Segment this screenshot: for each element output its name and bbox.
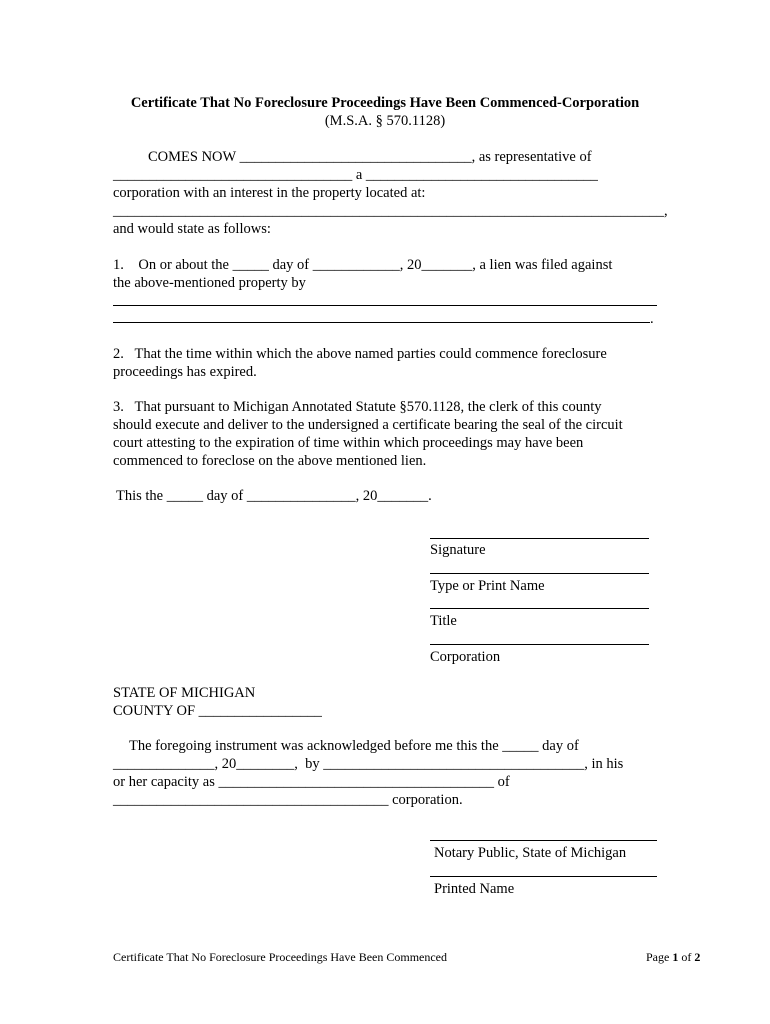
property-location-line: ____________________________________________________________________________, — [113, 203, 668, 219]
footer-page-number — [646, 948, 700, 966]
print-name-rule — [430, 573, 649, 574]
total-pages: 2 — [694, 950, 701, 964]
current-page: 1 — [672, 950, 679, 964]
item-3-line-3: court attesting to the expiration of time within which proceedings may have been — [113, 435, 584, 451]
lien-filer-rule-1 — [113, 305, 657, 306]
comes-now-line: COMES NOW ________________________________, as representative of — [148, 149, 592, 165]
notary-label: Notary Public, State of Michigan — [434, 845, 627, 861]
acknowledgment-line-4: ______________________________________ corporation. — [113, 792, 463, 808]
state-heading: STATE OF MICHIGAN — [113, 685, 256, 701]
representative-line: _________________________________ a ________________________________ — [113, 167, 598, 183]
printed-name-rule — [430, 876, 657, 877]
corporation-label: Corporation — [430, 649, 501, 665]
title-rule — [430, 608, 649, 609]
item-3-line-2: should execute and deliver to the undersigned a certificate bearing the seal of the circuit — [113, 417, 623, 433]
item-1-line-2: the above-mentioned property by — [113, 275, 306, 291]
county-line: COUNTY OF _________________ — [113, 703, 322, 719]
item-2-line-1: 2. That the time within which the above named parties could commence foreclosure — [113, 346, 607, 362]
item-3-line-1: 3. That pursuant to Michigan Annotated Statute §570.1128, the clerk of this county — [113, 399, 602, 415]
item-1-line-1: 1. On or about the _____ day of ____________, 20_______, a lien was filed against — [113, 257, 613, 273]
lien-filer-rule-2 — [113, 322, 650, 323]
document-title: Certificate That No Foreclosure Proceedings Have Been Commenced-Corporation — [130, 95, 640, 111]
acknowledgment-line-2: ______________, 20________, by ____________________________________, in his — [113, 756, 624, 772]
item-2-line-2: proceedings has expired. — [113, 364, 257, 380]
item-3-line-4: commenced to foreclose on the above mentioned lien. — [113, 453, 427, 469]
print-name-label: Type or Print Name — [430, 578, 545, 594]
corporation-rule — [430, 644, 649, 645]
signature-label: Signature — [430, 542, 486, 558]
page-prefix: Page — [646, 950, 673, 964]
footer-document-title: Certificate That No Foreclosure Proceedings Have Been Commenced — [113, 950, 448, 964]
acknowledgment-line-3: or her capacity as ______________________________________ of — [113, 774, 510, 790]
notary-rule — [430, 840, 657, 841]
printed-name-label: Printed Name — [434, 881, 515, 897]
dated-line: This the _____ day of _______________, 20_______. — [116, 488, 432, 504]
signature-rule — [430, 538, 649, 539]
acknowledgment-line-1: The foregoing instrument was acknowledged before me this the _____ day of — [129, 738, 579, 754]
state-as-follows-text: and would state as follows: — [113, 221, 271, 237]
page-of: of — [678, 950, 695, 964]
title-label: Title — [430, 613, 457, 629]
period-mark: . — [650, 311, 654, 327]
corporation-interest-text: corporation with an interest in the property located at: — [113, 185, 426, 201]
document-subtitle: (M.S.A. § 570.1128) — [324, 113, 446, 129]
